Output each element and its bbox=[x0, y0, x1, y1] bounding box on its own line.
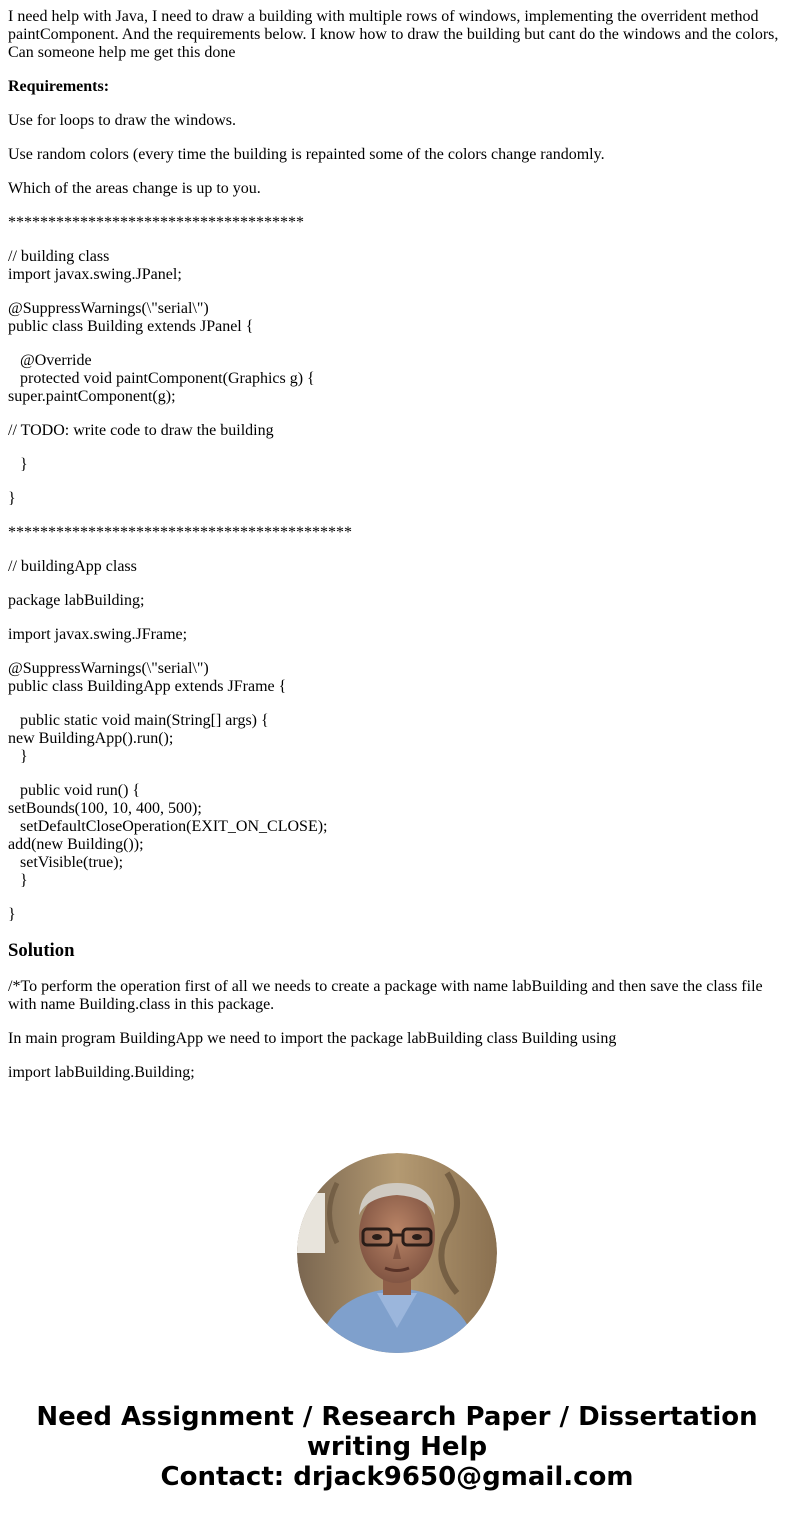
requirement-1: Use for loops to draw the windows. bbox=[8, 112, 236, 129]
code-building-6: } bbox=[8, 490, 16, 507]
promo-banner bbox=[0, 1402, 794, 1492]
author-avatar bbox=[297, 1153, 497, 1353]
code-building-4: // TODO: write code to draw the building bbox=[8, 422, 274, 439]
promo-contact[interactable]: Contact: drjack9650@gmail.com bbox=[160, 1462, 634, 1492]
requirement-3: Which of the areas change is up to you. bbox=[8, 180, 261, 197]
code-app-5: public static void main(String[] args) { new BuildingApp().run(); } bbox=[8, 712, 269, 765]
code-app-6: public void run() { setBounds(100, 10, 400, 500); setDefaultCloseOperation(EXIT_ON_CLOSE); add(new Building()); setVisible(true); } bbox=[8, 782, 328, 889]
code-building-5: } bbox=[8, 456, 28, 473]
requirements-heading: Requirements: bbox=[8, 78, 110, 95]
promo-line-2: writing Help bbox=[306, 1432, 488, 1462]
separator-2: ******************************************* bbox=[8, 524, 352, 541]
solution-paragraph-1: /*To perform the operation first of all we needs to create a package with name labBuilding and then save the class file with name Building.class in this package. bbox=[8, 978, 763, 1013]
separator-1: ************************************* bbox=[8, 214, 304, 231]
solution-heading: Solution bbox=[8, 940, 75, 961]
code-app-2: package labBuilding; bbox=[8, 592, 145, 609]
code-building-2: @SuppressWarnings(\"serial\") public class Building extends JPanel { bbox=[8, 300, 254, 335]
author-photo bbox=[297, 1153, 497, 1353]
code-app-7: } bbox=[8, 906, 16, 923]
question-content bbox=[8, 8, 786, 1098]
code-building-1: // building class import javax.swing.JPanel; bbox=[8, 248, 182, 283]
solution-paragraph-3: import labBuilding.Building; bbox=[8, 1064, 195, 1081]
solution-paragraph-2: In main program BuildingApp we need to import the package labBuilding class Building using bbox=[8, 1030, 617, 1047]
code-app-3: import javax.swing.JFrame; bbox=[8, 626, 188, 643]
question-intro: I need help with Java, I need to draw a building with multiple rows of windows, implementing the overrident method paintComponent. And the requirements below. I know how to draw the building but cant do the windows and the colors, Can someone help me get this done bbox=[8, 8, 779, 61]
requirement-2: Use random colors (every time the building is repainted some of the colors change randomly. bbox=[8, 146, 605, 163]
code-app-4: @SuppressWarnings(\"serial\") public class BuildingApp extends JFrame { bbox=[8, 660, 287, 695]
promo-line-1: Need Assignment / Research Paper / Dissertation bbox=[36, 1402, 758, 1432]
code-app-1: // buildingApp class bbox=[8, 558, 137, 575]
code-building-3: @Override protected void paintComponent(Graphics g) { super.paintComponent(g); bbox=[8, 352, 315, 405]
